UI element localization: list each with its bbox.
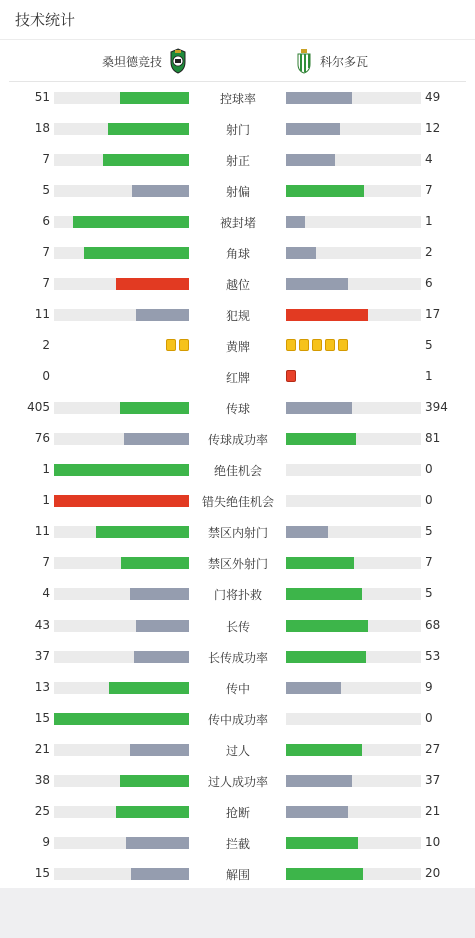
stat-label: 传球 — [225, 402, 250, 417]
away-bar-track — [286, 744, 421, 756]
stat-row — [0, 547, 475, 578]
home-value: 7 — [42, 276, 50, 291]
section-header — [0, 0, 475, 40]
away-value: 394 — [425, 400, 448, 415]
stat-label: 绝佳机会 — [213, 464, 262, 479]
home-value: 25 — [34, 803, 50, 818]
away-bar-fill — [286, 123, 340, 135]
away-value: 49 — [425, 90, 441, 104]
home-bar-fill — [134, 651, 189, 663]
stat-label: 禁区内射门 — [207, 526, 268, 541]
stat-label: 解围 — [225, 867, 250, 882]
stat-label: 传中 — [225, 681, 250, 696]
stat-row — [0, 175, 475, 206]
home-value: 5 — [42, 183, 50, 198]
away-value: 7 — [425, 555, 433, 570]
home-bar-track — [54, 154, 189, 166]
home-team[interactable] — [102, 48, 188, 74]
home-value: 76 — [34, 431, 50, 446]
home-bar-fill — [103, 154, 189, 166]
home-bar-track — [54, 620, 189, 632]
away-value: 5 — [425, 586, 433, 601]
away-bar-track — [286, 464, 421, 476]
home-bar-fill — [126, 837, 189, 849]
stat-label: 长传 — [225, 619, 250, 634]
away-value: 20 — [425, 865, 441, 880]
home-value: 7 — [42, 152, 50, 167]
home-bar-fill — [120, 92, 189, 104]
home-bar-track — [54, 433, 189, 445]
away-bar-track — [286, 433, 421, 445]
home-bar-track — [54, 216, 189, 228]
away-bar-track — [286, 402, 421, 414]
stat-label: 角球 — [225, 247, 250, 262]
home-bar-track — [54, 713, 189, 725]
away-bar-track — [286, 713, 421, 725]
home-bar-track — [54, 402, 189, 414]
yellow-card-icon — [299, 339, 309, 351]
stat-label: 被封堵 — [219, 216, 256, 231]
away-bar-fill — [286, 92, 352, 104]
stat-label: 黄牌 — [225, 340, 250, 355]
home-bar-track — [54, 588, 189, 600]
away-bar-fill — [286, 309, 368, 321]
away-bar-fill — [286, 247, 316, 259]
away-bar-fill — [286, 154, 335, 166]
yellow-card-icon — [325, 339, 335, 351]
away-bar-track — [286, 557, 421, 569]
home-value: 7 — [42, 245, 50, 260]
away-team-name: 科尔多瓦 — [320, 54, 369, 69]
away-value: 12 — [425, 121, 441, 136]
away-value: 0 — [425, 710, 433, 725]
away-value: 7 — [425, 183, 433, 198]
stat-label: 过人成功率 — [207, 774, 268, 789]
away-bar-track — [286, 526, 421, 538]
away-bar-fill — [286, 775, 352, 787]
away-value: 5 — [425, 524, 433, 539]
away-bar-fill — [286, 806, 348, 818]
stat-label: 红牌 — [225, 371, 250, 386]
stat-label: 错失绝佳机会 — [201, 495, 274, 510]
stat-label: 越位 — [225, 278, 250, 293]
home-bar-fill — [120, 402, 189, 414]
stat-row — [0, 672, 475, 703]
home-bar-fill — [73, 216, 189, 228]
stat-row — [0, 858, 475, 889]
home-bar-fill — [130, 588, 189, 600]
away-bar-track — [286, 682, 421, 694]
home-bar-track — [54, 526, 189, 538]
away-value: 0 — [425, 462, 433, 477]
stat-row — [0, 516, 475, 547]
home-bar-track — [54, 185, 189, 197]
away-bar-track — [286, 216, 421, 228]
home-bar-track — [54, 247, 189, 259]
stat-row — [0, 578, 475, 609]
home-value: 11 — [34, 524, 50, 539]
stat-row — [0, 454, 475, 485]
yellow-card-icon — [166, 339, 176, 351]
away-bar-fill — [286, 682, 341, 694]
home-value: 43 — [34, 617, 50, 632]
home-value: 51 — [34, 90, 50, 104]
away-bar-track — [286, 495, 421, 507]
away-value: 21 — [425, 803, 441, 818]
away-bar-fill — [286, 526, 328, 538]
away-bar-track — [286, 620, 421, 632]
away-value: 27 — [425, 741, 441, 756]
away-bar-track — [286, 806, 421, 818]
away-bar-fill — [286, 433, 356, 445]
home-value: 7 — [42, 555, 50, 570]
home-bar-fill — [136, 620, 189, 632]
away-bar-fill — [286, 557, 354, 569]
away-value: 2 — [425, 245, 433, 260]
stat-label: 犯规 — [225, 309, 250, 324]
home-bar-fill — [84, 247, 189, 259]
home-bar-track — [54, 557, 189, 569]
section-title: 技术统计 — [15, 11, 76, 29]
home-bar-fill — [130, 744, 189, 756]
home-bar-fill — [108, 123, 189, 135]
away-value: 68 — [425, 617, 441, 632]
stat-row — [0, 485, 475, 516]
yellow-card-icon — [312, 339, 322, 351]
away-team[interactable] — [294, 48, 368, 74]
away-red-cards — [286, 370, 296, 382]
home-bar-fill — [54, 464, 189, 476]
stat-row — [0, 330, 475, 361]
stat-row — [0, 392, 475, 423]
stat-label: 长传成功率 — [207, 650, 268, 665]
stat-row — [0, 610, 475, 641]
home-bar-fill — [116, 278, 189, 290]
away-value: 6 — [425, 276, 433, 291]
home-value: 2 — [42, 338, 50, 353]
away-bar-fill — [286, 278, 348, 290]
away-bar-track — [286, 247, 421, 259]
stat-row — [0, 268, 475, 299]
away-bar-fill — [286, 744, 362, 756]
stat-row — [0, 144, 475, 175]
home-value: 4 — [42, 586, 50, 601]
stat-row — [0, 703, 475, 734]
stat-row — [0, 237, 475, 268]
yellow-card-icon — [338, 339, 348, 351]
away-value: 1 — [425, 369, 433, 384]
home-bar-fill — [120, 775, 189, 787]
away-bar-fill — [286, 402, 352, 414]
home-value: 1 — [42, 493, 50, 508]
stat-label: 拦截 — [225, 836, 250, 851]
away-value: 4 — [425, 152, 433, 167]
away-bar-fill — [286, 651, 366, 663]
home-value: 9 — [42, 834, 50, 849]
away-bar-fill — [286, 185, 364, 197]
away-value: 1 — [425, 214, 433, 229]
away-bar-track — [286, 309, 421, 321]
home-value: 15 — [34, 865, 50, 880]
away-value: 5 — [425, 338, 433, 353]
away-value: 10 — [425, 834, 441, 849]
home-value: 21 — [34, 741, 50, 756]
home-value: 1 — [42, 462, 50, 477]
home-bar-track — [54, 92, 189, 104]
home-bar-fill — [96, 526, 189, 538]
home-bar-fill — [109, 682, 189, 694]
away-bar-track — [286, 185, 421, 197]
home-team-name: 桑坦德竞技 — [101, 54, 162, 69]
stat-row — [0, 206, 475, 237]
home-value: 18 — [34, 121, 50, 136]
away-bar-track — [286, 651, 421, 663]
stat-row — [0, 423, 475, 454]
home-value: 11 — [34, 307, 50, 322]
stat-row — [0, 796, 475, 827]
stat-label: 传中成功率 — [207, 712, 268, 727]
stat-row — [0, 361, 475, 392]
away-value: 37 — [425, 772, 441, 787]
home-bar-fill — [121, 557, 189, 569]
stat-label: 射偏 — [225, 185, 250, 200]
stat-label: 控球率 — [219, 92, 256, 106]
home-bar-track — [54, 309, 189, 321]
away-bar-track — [286, 154, 421, 166]
away-bar-track — [286, 775, 421, 787]
stat-row — [0, 641, 475, 672]
home-value: 6 — [42, 214, 50, 229]
stat-label: 传球成功率 — [207, 433, 268, 448]
away-value: 81 — [425, 431, 441, 446]
away-bar-fill — [286, 588, 362, 600]
stat-row — [0, 299, 475, 330]
away-bar-track — [286, 588, 421, 600]
stat-row — [0, 82, 475, 113]
home-bar-track — [54, 775, 189, 787]
stat-row — [0, 734, 475, 765]
stat-label: 抢断 — [225, 805, 250, 820]
away-team-crest-icon — [294, 48, 314, 74]
away-bar-fill — [286, 868, 363, 880]
stat-row — [0, 113, 475, 144]
away-value: 53 — [425, 648, 441, 663]
home-value: 37 — [34, 648, 50, 663]
home-value: 0 — [42, 369, 50, 384]
red-card-icon — [286, 370, 296, 382]
away-bar-fill — [286, 216, 305, 228]
home-bar-track — [54, 278, 189, 290]
away-bar-track — [286, 868, 421, 880]
home-bar-track — [54, 837, 189, 849]
home-bar-fill — [136, 309, 189, 321]
home-team-crest-icon — [168, 48, 188, 74]
home-bar-fill — [132, 185, 189, 197]
home-bar-track — [54, 744, 189, 756]
stats-list — [0, 82, 475, 889]
home-value: 15 — [34, 710, 50, 725]
home-value: 38 — [34, 772, 50, 787]
away-bar-track — [286, 278, 421, 290]
yellow-card-icon — [179, 339, 189, 351]
yellow-card-icon — [286, 339, 296, 351]
home-bar-track — [54, 123, 189, 135]
home-yellow-cards — [166, 339, 189, 351]
home-bar-fill — [131, 868, 189, 880]
stat-label: 射门 — [225, 123, 250, 138]
home-bar-track — [54, 495, 189, 507]
home-bar-track — [54, 806, 189, 818]
stat-label: 过人 — [225, 743, 250, 758]
away-bar-track — [286, 123, 421, 135]
stat-label: 射正 — [225, 154, 250, 169]
away-bar-track — [286, 837, 421, 849]
home-bar-fill — [116, 806, 189, 818]
away-value: 9 — [425, 679, 433, 694]
home-bar-track — [54, 868, 189, 880]
home-bar-track — [54, 682, 189, 694]
home-value: 405 — [27, 400, 50, 415]
away-value: 0 — [425, 493, 433, 508]
away-yellow-cards — [286, 339, 348, 351]
home-bar-fill — [124, 433, 189, 445]
home-bar-track — [54, 651, 189, 663]
away-bar-fill — [286, 620, 368, 632]
away-value: 17 — [425, 307, 441, 322]
home-bar-track — [54, 464, 189, 476]
home-bar-fill — [54, 713, 189, 725]
stat-row — [0, 765, 475, 796]
away-bar-track — [286, 92, 421, 104]
teams-row — [9, 40, 466, 82]
stat-label: 门将扑救 — [213, 588, 262, 603]
home-value: 13 — [34, 679, 50, 694]
stat-row — [0, 827, 475, 858]
away-bar-fill — [286, 837, 358, 849]
stat-label: 禁区外射门 — [207, 557, 268, 572]
home-bar-fill — [54, 495, 189, 507]
